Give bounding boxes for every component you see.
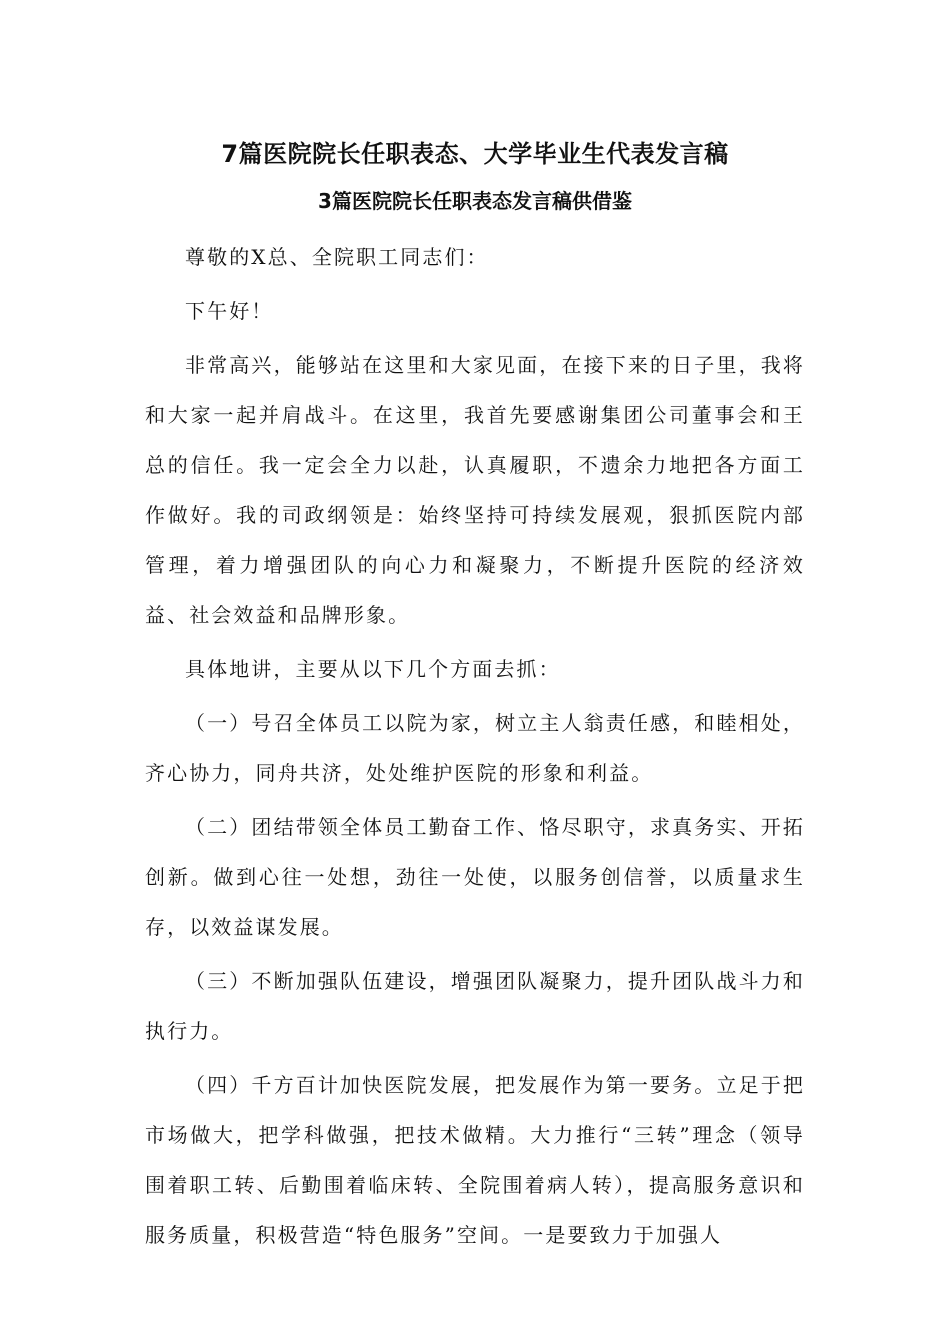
paragraph-item-2: （二）团结带领全体员工勤奋工作、恪尽职守，求真务实、开拓创新。做到心往一处想，劲往一处使，以服务创信誉，以质量求生存，以效益谋发展。 — [145, 815, 805, 939]
paragraph-item-4: （四）千方百计加快医院发展，把发展作为第一要务。立足于把市场做大，把学科做强，把技术做精。大力推行“三转”理念（领导围着职工转、后勤围着临床转、全院围着病人转），提高服务意识和服务质量，积极营造“特色服务”空间。一是要致力于加强人 — [145, 1073, 805, 1247]
salutation: 尊敬的X总、全院职工同志们： — [185, 245, 489, 269]
document-body — [145, 232, 805, 1264]
document-subtitle: 3篇医院院长任职表态发言稿供借鉴 — [318, 189, 632, 213]
paragraph-item-3: （三）不断加强队伍建设，增强团队凝聚力，提升团队战斗力和执行力。 — [145, 969, 805, 1043]
paragraph-item-1: （一）号召全体员工以院为家，树立主人翁责任感，和睦相处，齐心协力，同舟共济，处处维护医院的形象和利益。 — [145, 711, 805, 785]
greeting: 下午好！ — [185, 299, 274, 323]
document-title: 7篇医院院长任职表态、大学毕业生代表发言稿 — [221, 140, 729, 168]
paragraph-intro: 非常高兴，能够站在这里和大家见面，在接下来的日子里，我将和大家一起并肩战斗。在这里，我首先要感谢集团公司董事会和王总的信任。我一定会全力以赴，认真履职，不遗余力地把各方面工作做好。我的司政纲领是：始终坚持可持续发展观，狠抓医院内部管理，着力增强团队的向心力和凝聚力，不断提升医院的经济效益、社会效益和品牌形象。 — [145, 353, 805, 627]
paragraph-lead: 具体地讲，主要从以下几个方面去抓： — [185, 657, 561, 681]
